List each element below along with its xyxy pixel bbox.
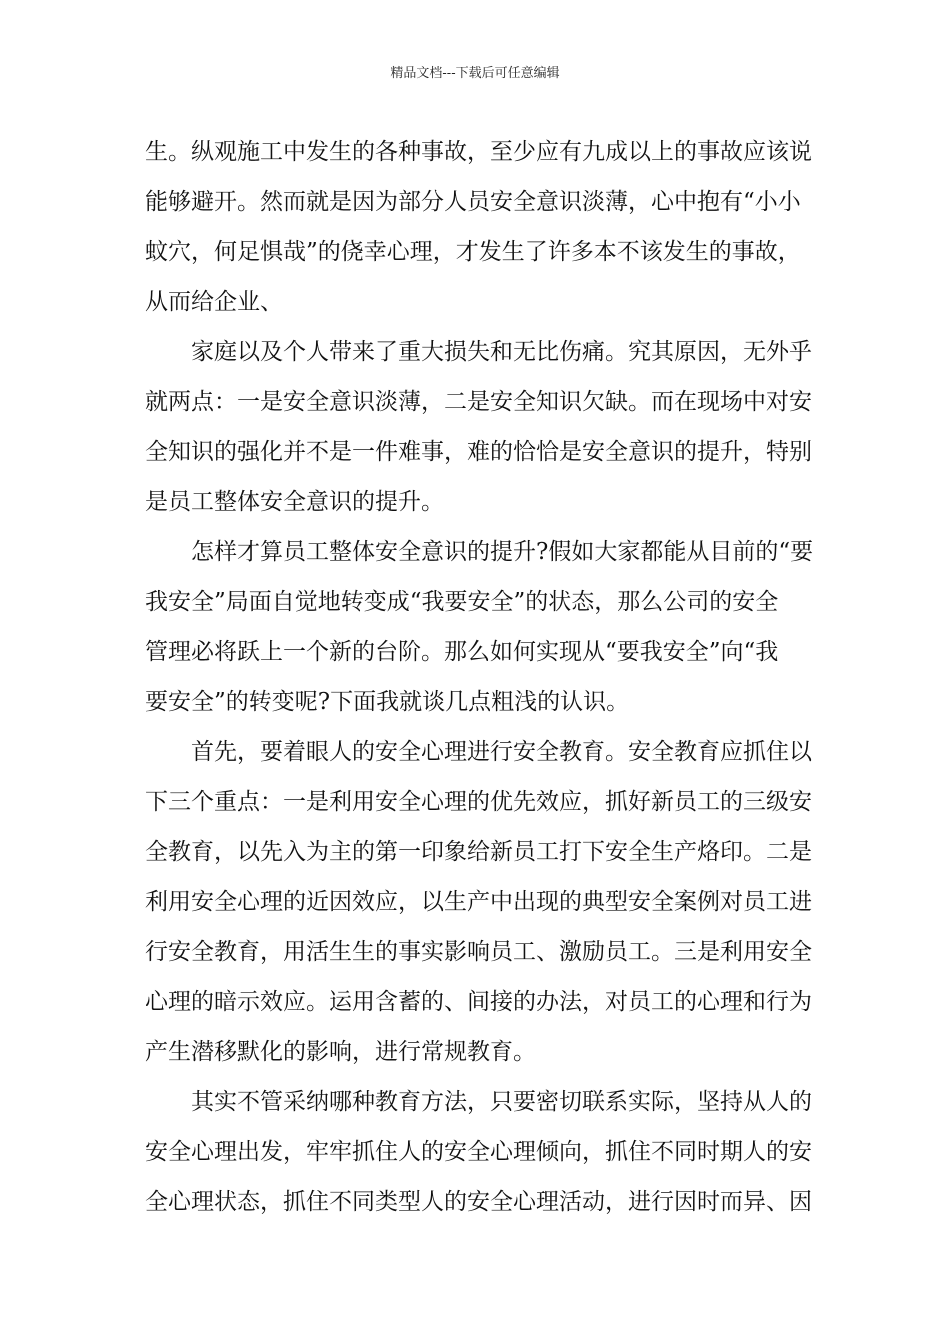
text-line: 生。纵观施工中发生的各种事故，至少应有九成以上的事故应该说 [145, 139, 812, 165]
text-line: 从而给企业、 [145, 289, 283, 315]
text-line: 行安全教育，用活生生的事实影响员工、激励员工。三是利用安全 [145, 939, 812, 965]
page-header: 精品文档---下载后可任意编辑 [390, 66, 560, 81]
text-line: 管理必将跃上一个新的台阶。那么如何实现从“要我安全”向“我 [145, 639, 779, 665]
text-line: 是员工整体安全意识的提升。 [145, 489, 444, 515]
text-line: 要安全”的转变呢?下面我就谈几点粗浅的认识。 [145, 689, 630, 715]
text-line: 全知识的强化并不是一件难事，难的恰恰是安全意识的提升，特别 [145, 439, 812, 465]
document-body [145, 130, 814, 1230]
text-line: 其实不管采纳哪种教育方法，只要密切联系实际，坚持从人的 [191, 1089, 812, 1115]
text-line: 能够避开。然而就是因为部分人员安全意识淡薄，心中抱有“小小 [145, 189, 801, 215]
paragraph [145, 130, 812, 330]
text-line: 怎样才算员工整体安全意识的提升?假如大家都能从目前的“要 [191, 539, 814, 565]
text-line: 全心理状态，抓住不同类型人的安全心理活动，进行因时而异、因 [145, 1189, 812, 1215]
text-line: 首先，要着眼人的安全心理进行安全教育。安全教育应抓住以 [191, 739, 812, 765]
text-line: 就两点：一是安全意识淡薄，二是安全知识欠缺。而在现场中对安 [145, 389, 812, 415]
paragraph [145, 530, 814, 730]
text-line: 利用安全心理的近因效应，以生产中出现的典型安全案例对员工进 [145, 889, 812, 915]
text-line: 下三个重点：一是利用安全心理的优先效应，抓好新员工的三级安 [145, 789, 812, 815]
paragraph [145, 330, 812, 530]
text-line: 产生潜移默化的影响，进行常规教育。 [145, 1039, 536, 1065]
text-line: 我安全”局面自觉地转变成“我要安全”的状态，那么公司的安全 [145, 589, 779, 615]
text-line: 家庭以及个人带来了重大损失和无比伤痛。究其原因，无外乎 [191, 339, 812, 365]
paragraph [145, 1080, 812, 1230]
text-line: 蚊穴，何足惧哉”的侥幸心理，才发生了许多本不该发生的事故， [145, 239, 801, 265]
paragraph [145, 730, 812, 1080]
text-line: 心理的暗示效应。运用含蓄的、间接的办法，对员工的心理和行为 [145, 989, 812, 1015]
text-line: 安全心理出发，牢牢抓住人的安全心理倾向，抓住不同时期人的安 [145, 1139, 812, 1165]
text-line: 全教育，以先入为主的第一印象给新员工打下安全生产烙印。二是 [145, 839, 812, 865]
